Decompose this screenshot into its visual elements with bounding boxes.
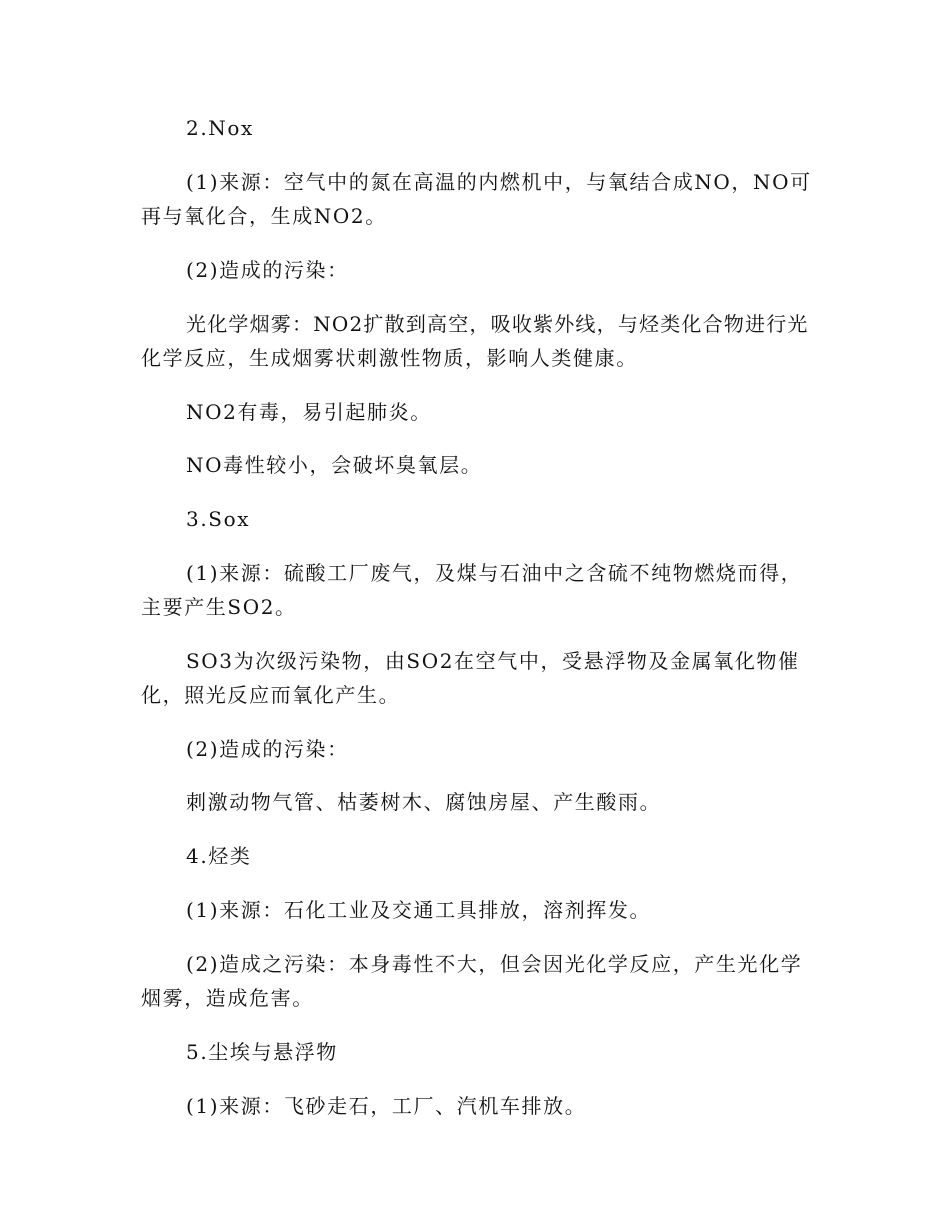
paragraph-line: (1)来源：飞砂走石，工厂、汽机车排放。	[186, 1094, 587, 1118]
paragraph-line: NO毒性较小，会破坏臭氧层。	[186, 453, 483, 477]
paragraph-line: (1)来源：空气中的氮在高温的内燃机中，与氧结合成NO，NO可	[186, 170, 812, 194]
heading-nox: 2.Nox	[186, 116, 254, 140]
paragraph-line: (1)来源：硫酸工厂废气，及煤与石油中之含硫不纯物燃烧而得，	[186, 561, 803, 585]
paragraph-line: 再与氧化合，生成NO2。	[141, 204, 387, 228]
paragraph-line: 刺激动物气管、枯萎树木、腐蚀房屋、产生酸雨。	[186, 790, 662, 814]
paragraph-line: 主要产生SO2。	[141, 595, 297, 619]
paragraph-line: 烟雾，造成危害。	[141, 986, 314, 1010]
heading-sox: 3.Sox	[186, 507, 251, 531]
paragraph-line: 光化学烟雾：NO2扩散到高空，吸收紫外线，与烃类化合物进行光	[186, 312, 809, 336]
paragraph-line: (2)造成之污染：本身毒性不大，但会因光化学反应，产生光化学	[186, 952, 803, 976]
subheading-pollution: (2)造成的污染：	[186, 258, 349, 282]
paragraph-line: 化学反应，生成烟雾状刺激性物质，影响人类健康。	[141, 346, 638, 370]
paragraph-line: 化，照光反应而氧化产生。	[141, 683, 401, 707]
heading-hydrocarbons: 4.烃类	[186, 844, 252, 868]
heading-dust: 5.尘埃与悬浮物	[186, 1040, 338, 1064]
paragraph-line: SO3为次级污染物，由SO2在空气中，受悬浮物及金属氧化物催	[186, 649, 800, 673]
paragraph-line: (1)来源：石化工业及交通工具排放，溶剂挥发。	[186, 898, 652, 922]
paragraph-line: NO2有毒，易引起肺炎。	[186, 400, 432, 424]
subheading-pollution: (2)造成的污染：	[186, 737, 349, 761]
